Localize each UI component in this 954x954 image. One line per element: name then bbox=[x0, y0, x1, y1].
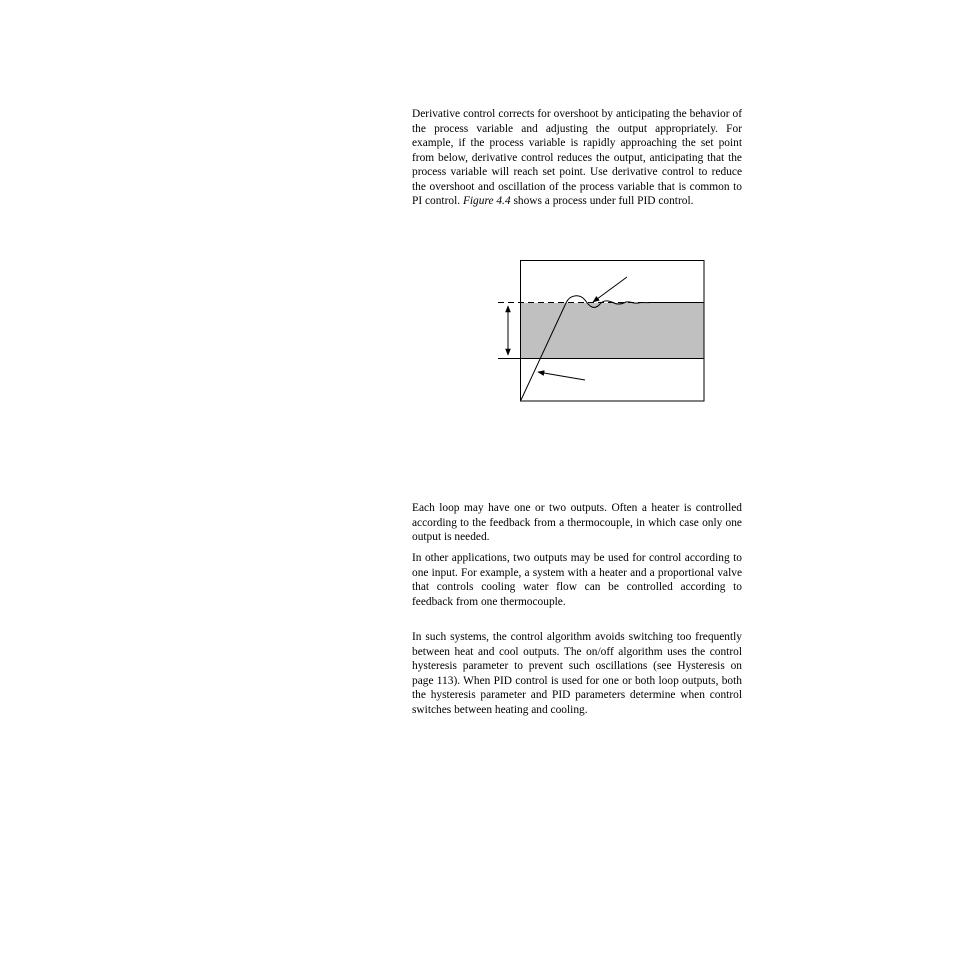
paragraph-switching: In such systems, the control algorithm avoids switching too frequently between heat and cool outputs. The on/off algorithm uses the control hysteresis parameter to prevent such oscillations (see Hysteresis on page 113). When PID control is used for one or both loop outputs, both the hysteresis parameter and PID parameters determine when control switches between heating and cooling. bbox=[412, 631, 742, 716]
figure-reference[interactable]: Figure 4.4 bbox=[462, 195, 511, 208]
rise-callout-arrow bbox=[538, 372, 585, 380]
paragraph-outputs-intro: Each loop may have one or two outputs. Often a heater is controlled according to the feedback from a thermocouple, in which case only one output is needed. bbox=[412, 502, 742, 544]
overshoot-callout-arrow bbox=[593, 277, 627, 302]
paragraph-two-outputs: In other applications, two outputs may be used for control according to one input. For example, a system with a heater and a proportional valve that controls cooling water flow can be controlled according to feedback from one thermocouple. bbox=[412, 552, 742, 608]
paragraph-text: Derivative control corrects for overshoot by anticipating the behavior of the process variable and adjusting the output appropriately. For example, if the process variable is rapidly approaching the set point from below, derivative control reduces the output, anticipating that the process variable will reach set point. Use derivative control to reduce the overshoot and oscillation of the process variable that is common to PI control. bbox=[412, 108, 742, 208]
proportional-band bbox=[521, 303, 704, 358]
paragraph-text: shows a process under full PID control. bbox=[510, 195, 694, 208]
